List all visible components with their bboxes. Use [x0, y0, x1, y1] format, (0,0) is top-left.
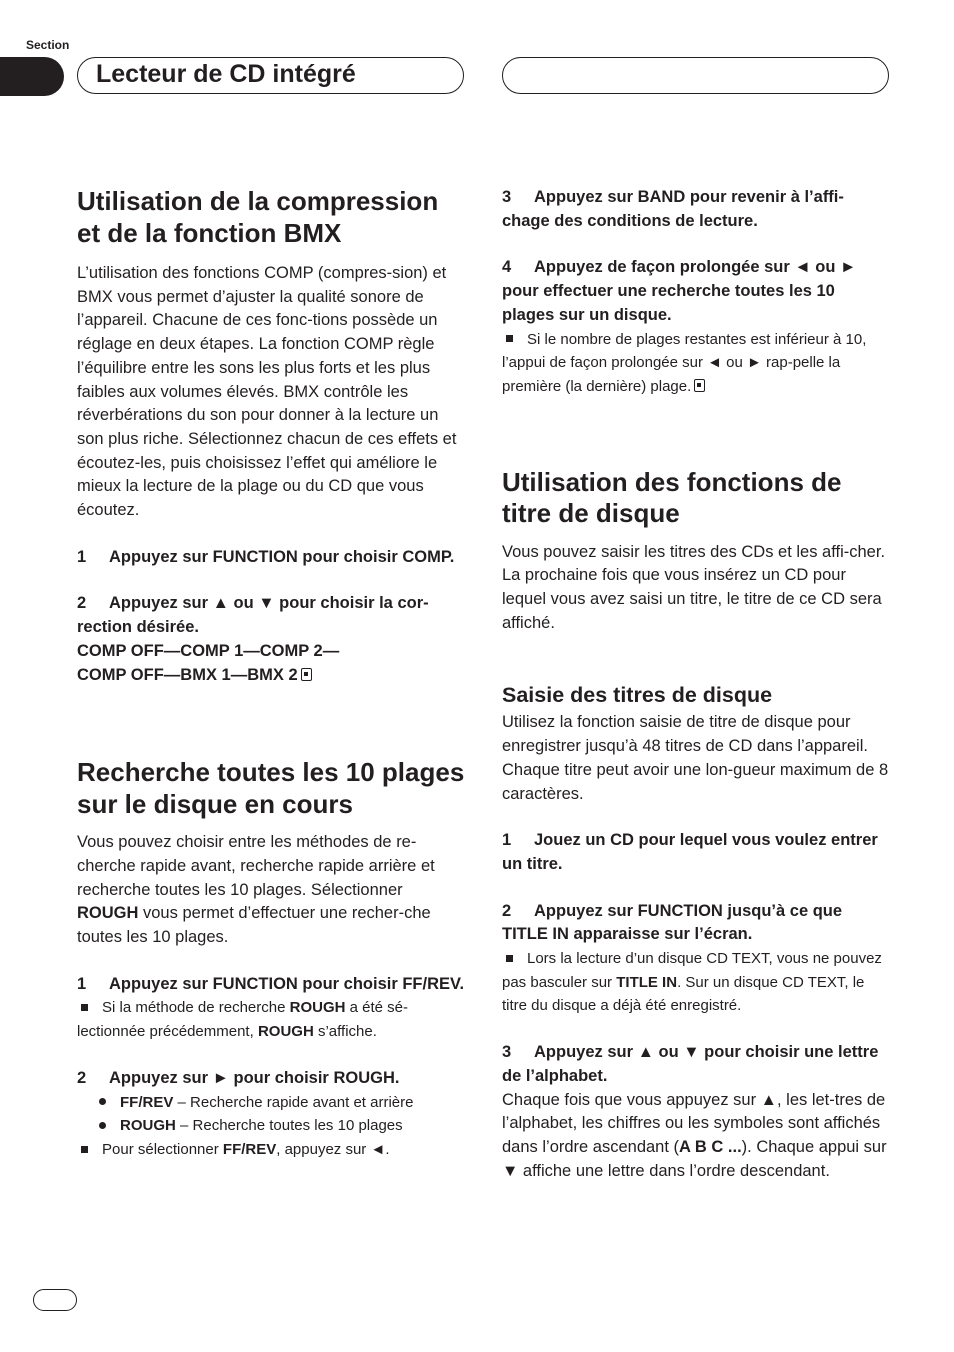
text-run: . Sur un disque CD TEXT, le titre du disque a déjà été enregistré.	[502, 973, 865, 1015]
end-of-section-icon	[301, 668, 312, 681]
note-square-icon	[81, 1146, 88, 1153]
chapter-title: Lecteur de CD intégré	[96, 60, 356, 88]
right-column	[502, 186, 890, 1183]
step-number: 2	[502, 901, 512, 920]
bold-run: FF/REV	[222, 1140, 277, 1158]
step-item	[77, 1067, 465, 1091]
bullet-dot-icon	[99, 1122, 106, 1129]
text-run: – Recherche rapide avant et arrière	[173, 1093, 414, 1111]
bold-run: TITLE IN	[616, 973, 678, 991]
section-heading-compression-bmx: Utilisation de la compression et de la fonction BMX	[77, 186, 439, 248]
section-label: Section	[26, 38, 70, 52]
bullet-item	[77, 1091, 465, 1115]
text-run: s’affiche.	[313, 1023, 377, 1041]
text-run: Lors la lecture d’un disque CD TEXT, vous ne pouvez pas basculer sur	[502, 950, 882, 991]
note-item	[502, 947, 890, 1018]
page-number-pill	[33, 1289, 77, 1311]
step-item	[502, 186, 890, 233]
step-text: Appuyez sur ▲ ou ▼ pour choisir la cor-rection désirée.	[77, 594, 429, 637]
step-number: 2	[77, 594, 87, 613]
chapter-header	[77, 57, 464, 94]
sequence-line: COMP OFF—COMP 1—COMP 2—	[77, 641, 340, 660]
text-run: Vous pouvez choisir entre les méthodes de re-cherche rapide avant, recherche rapide arrière et recherche toutes les 10 plages. Sélectionner	[77, 833, 435, 899]
note-item	[77, 1138, 465, 1162]
bullet-dot-icon	[99, 1098, 106, 1105]
text-run: Chaque fois que vous appuyez sur ▲, les let-tres de l’alphabet, les chiffres ou les symboles sont affichés dans l’ordre ascendant (	[502, 1090, 886, 1156]
step-item	[502, 1041, 890, 1088]
text-run: – Recherche toutes les 10 plages	[175, 1117, 403, 1135]
text-run: a été sé-lectionnée précédemment,	[77, 999, 409, 1041]
subsection-heading-title-input: Saisie des titres de disque	[502, 683, 773, 708]
bold-run: ROUGH	[120, 1117, 176, 1135]
bullet-item	[77, 1114, 465, 1138]
left-column	[77, 186, 465, 1162]
step-number: 1	[77, 974, 87, 993]
text-run: ). Chaque appui sur ▼ affiche une lettre dans l’ordre descendant.	[502, 1137, 887, 1180]
step-number: 4	[502, 258, 512, 277]
paragraph	[502, 1089, 890, 1184]
text-run: Si la méthode de recherche	[102, 999, 290, 1017]
note-item	[77, 996, 465, 1043]
step-text: Appuyez sur FUNCTION pour choisir COMP.	[109, 547, 455, 566]
step-text: Appuyez sur BAND pour revenir à l’affi-chage des conditions de lecture.	[502, 188, 844, 230]
step-item	[77, 592, 465, 639]
note-square-icon	[506, 955, 513, 962]
step-item	[502, 256, 890, 327]
step-number: 3	[502, 1043, 512, 1062]
step-text: Appuyez sur FUNCTION pour choisir FF/REV.	[109, 974, 465, 993]
text-run: Si le nombre de plages restantes est inférieur à 10, l’appui de façon prolongée sur ◄ ou ► rap-pelle la première (la dernière) plage.	[502, 330, 867, 395]
step-item	[77, 546, 465, 570]
end-of-section-icon	[694, 379, 705, 392]
header-blank-pill	[502, 57, 889, 94]
bold-run: A B C ...	[679, 1137, 742, 1156]
sequence-line	[77, 664, 465, 688]
step-text: Appuyez sur ► pour choisir ROUGH.	[109, 1068, 400, 1087]
paragraph: L’utilisation des fonctions COMP (compres-sion) et BMX vous permet d’ajuster la qualité sonore de l’appareil. Chacune de ces fonc-tions possède un réglage en deux étapes. La fonction COMP règle l’équilibre entre les sons les plus forts et les plus faibles aux volumes élevés. BMX contrôle les réverbérations du son pour donner à la lecture un son plus riche. Sélectionnez chacun de ces effets et écoutez-les, puis choisissez l’effet qui améliore le mieux la lecture de la plage ou du CD que vous écoutez.	[77, 264, 457, 520]
section-heading-search-10: Recherche toutes les 10 plages sur le disque en cours	[77, 757, 465, 819]
bold-run: FF/REV	[120, 1093, 174, 1111]
step-item	[502, 900, 890, 947]
bold-run: ROUGH	[289, 999, 346, 1017]
section-number-tab	[0, 57, 64, 96]
step-number: 1	[77, 547, 87, 566]
text-run: , appuyez sur ◄.	[276, 1140, 390, 1158]
paragraph: Utilisez la fonction saisie de titre de disque pour enregistrer jusqu’à 48 titres de CD dans l’appareil. Chaque titre peut avoir une lon-gueur maximum de 8 caractères.	[502, 713, 889, 803]
step-text: Appuyez de façon prolongée sur ◄ ou ► pour effectuer une recherche toutes les 10 plages sur un disque.	[502, 258, 857, 324]
step-number: 2	[77, 1068, 87, 1087]
text-run: vous permet d’effectuer une recher-che toutes les 10 plages.	[77, 904, 431, 947]
note-item	[502, 328, 890, 399]
note-square-icon	[81, 1004, 88, 1011]
step-text: Appuyez sur ▲ ou ▼ pour choisir une lettre de l’alphabet.	[502, 1043, 879, 1085]
step-item	[502, 829, 890, 876]
sequence-text: COMP OFF—BMX 1—BMX 2	[77, 665, 298, 684]
step-number: 3	[502, 188, 512, 206]
note-square-icon	[506, 335, 513, 342]
text-run: Pour sélectionner	[102, 1140, 223, 1158]
section-heading-disc-title: Utilisation des fonctions de titre de disque	[502, 466, 842, 529]
step-number: 1	[502, 831, 512, 850]
paragraph	[77, 831, 465, 950]
paragraph: Vous pouvez saisir les titres des CDs et les affi-cher. La prochaine fois que vous insérez un CD pour lequel vous avez saisi un titre, le titre de ce CD sera affiché.	[502, 542, 886, 632]
bold-run: ROUGH	[77, 904, 139, 923]
step-item	[77, 973, 465, 997]
step-text: Appuyez sur FUNCTION jusqu’à ce que TITLE IN apparaisse sur l’écran.	[502, 901, 843, 944]
step-text: Jouez un CD pour lequel vous voulez entrer un titre.	[502, 831, 878, 873]
bold-run: ROUGH	[257, 1023, 314, 1041]
